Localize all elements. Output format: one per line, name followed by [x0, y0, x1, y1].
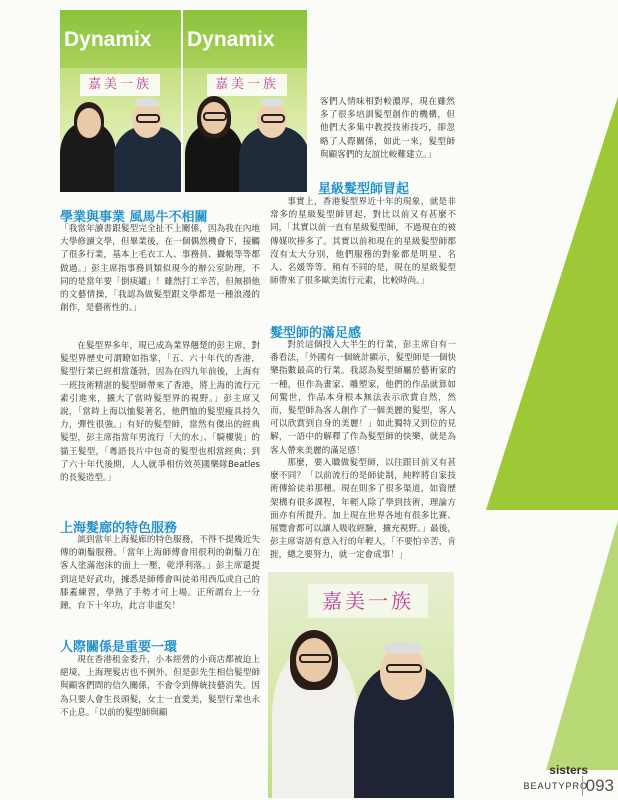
- heading-s5: 髮型師的滿足感: [270, 326, 362, 341]
- para-s5-1: 對於這個投入大半生的行業，彭主席自有一番看法，「外國有一個統計顯示，髮型師是一個快樂指數最高的行業。我認為髮型師屬於藝術家的一種，但作為畫家、雕塑家，他們的作品就算如何驚世，作品本身根本無法表示欣賞自然，然而，髮型師為客人創作了一個美麗的髮型，客人可以欣賞到自身的美麗！」如此獨特又到位的見解，一語中的解釋了作為髮型師的快樂，就是為客人帶來美麗的滿足感！: [270, 340, 456, 456]
- heading-s4: 星級髮型師冒起: [318, 182, 410, 197]
- photo-interview-1: [60, 10, 181, 192]
- heading-s2: 上海髮廊的特色服務: [60, 521, 178, 536]
- green-accent-band: [468, 70, 618, 510]
- magazine-brand: [523, 764, 588, 794]
- dynamix-logo-1: Dynamix: [64, 28, 152, 51]
- heading-s3: 人際關係是重要一環: [60, 640, 178, 655]
- dynamix-logo-2: Dynamix: [187, 28, 275, 51]
- para-s5-2: 那麼，要入職做髮型師，以往跟目前又有甚麼不同？「以前流行的是師徒制，純粹將自家技術傳給徒弟那種。現在則多了很多渠道，如資歷架構有很多課程，年輕人除了學到技術，理論方面亦有所提升。加上現在世界各地有很多比賽、展覽會都可以讓人吸收經驗，擴充視野。」最後，彭主席寄語有意入行的年輕人，「不要怕辛苦，肯捱，總之要努力，就一定會成事！」: [270, 458, 456, 561]
- para-s1-2: 在髮型界多年，現已成為業界翹楚的彭主席，對髮型界歷史可謂瞭如指掌，「五、六十年代的香港，髮型行業已經相當蓬勃，因為在四九年前後，上海有一班技術精湛的髮型師帶來了香港，將上海的流行元素引進來，擴大了當時髮型界的視野。」彭主席又說，「當時上海以恤髮著名，他們恤的髮型瘦具持久力，彈性很強。」有好的髮型師，當然有傑出的經典髮型，彭主席指當年男流行「大的水」、「騎樓裝」的貓王髮型，「粵語長片中包奇的髮型也相當經典；到了六十年代後期，人人就爭相仿效英國樂隊Beatles的長髮造型。」: [60, 341, 260, 484]
- banner-3: 嘉美一族: [308, 584, 428, 618]
- banner-2: 嘉美一族: [207, 74, 287, 96]
- magazine-sub: BEAUTYPRO: [523, 781, 588, 791]
- para-s4-1: 事實上，香港髮型界近十年的現象，就是非常多的星級髮型師冒起，對比以前又有甚麼不同，「其實以前一直有星級髮型師，不過現在的被傳媒吹捧多了。其實以前和現在的星級髮型師都沒有太大分別，他們服務的對象都是明星、名人、名媛等等。稍有不同的是，現在的星級髮型師帶來了很多歐美流行元素，比較時尚。」: [270, 197, 456, 287]
- page-number: 093: [582, 776, 614, 796]
- para-s3-1: 現在香港租金委升，小本經營的小商店都被迫上絕境，上海理髮店也不例外。但是彭先生相信髮型師與顧客們間的信久關係，不會令到傳統技藝消失。因為只要人會生長頭髮，女士一直愛美，髮型行業也永不止息。「以前的髮型師與顧: [60, 655, 260, 718]
- magazine-name: sisters: [549, 763, 588, 777]
- para-s1-1: 「我當年讀書跟髮型完全扯不上關係，因為我在內地大學修讀文學，但畢業後，在一個偶然機會下，接觸了很多行業，基本上毛衣工人、事務員、攝帳等等都做過。」彭主席指事務員類似現今的辦公室助理，不同的是當年要「倒痰罐」！雖然打工辛苦，但無損他的文藝情操，「我認為做髮型跟文學都是一種浪漫的創作，是藝術性的。」: [60, 224, 260, 314]
- heading-s1: 學業與事業 風馬牛不相關: [60, 210, 208, 225]
- photo-interview-3: [268, 572, 454, 798]
- banner-1: 嘉美一族: [80, 74, 160, 96]
- para-s2-1: 談到當年上海髮廊的特色服務，不得不提幾近失傳的剃鬚服務。「當年上海師傅會用很利的剃鬚刀在客人塗滿泡沫的面上一壓，乾淨利落。」彭主席還提到這是好武功，據悉是師傅會叫徒弟用西瓜或自己的膝蓋練習，學熟了手勢才可上場。正所謂台上一分鐘，台下十年功，此言非虛矣！: [60, 535, 260, 612]
- green-accent-bottom: [498, 520, 618, 770]
- intro-paragraph: 客們人情味相對較濃厚，現在雖然多了很多培訓髮型創作的機構，但他們大多集中教授技術技巧，卻忽略了人際關係，如此一來，髮型師與顧客們的友誼比較難建立。」: [320, 97, 455, 160]
- photo-interview-2: [183, 10, 307, 192]
